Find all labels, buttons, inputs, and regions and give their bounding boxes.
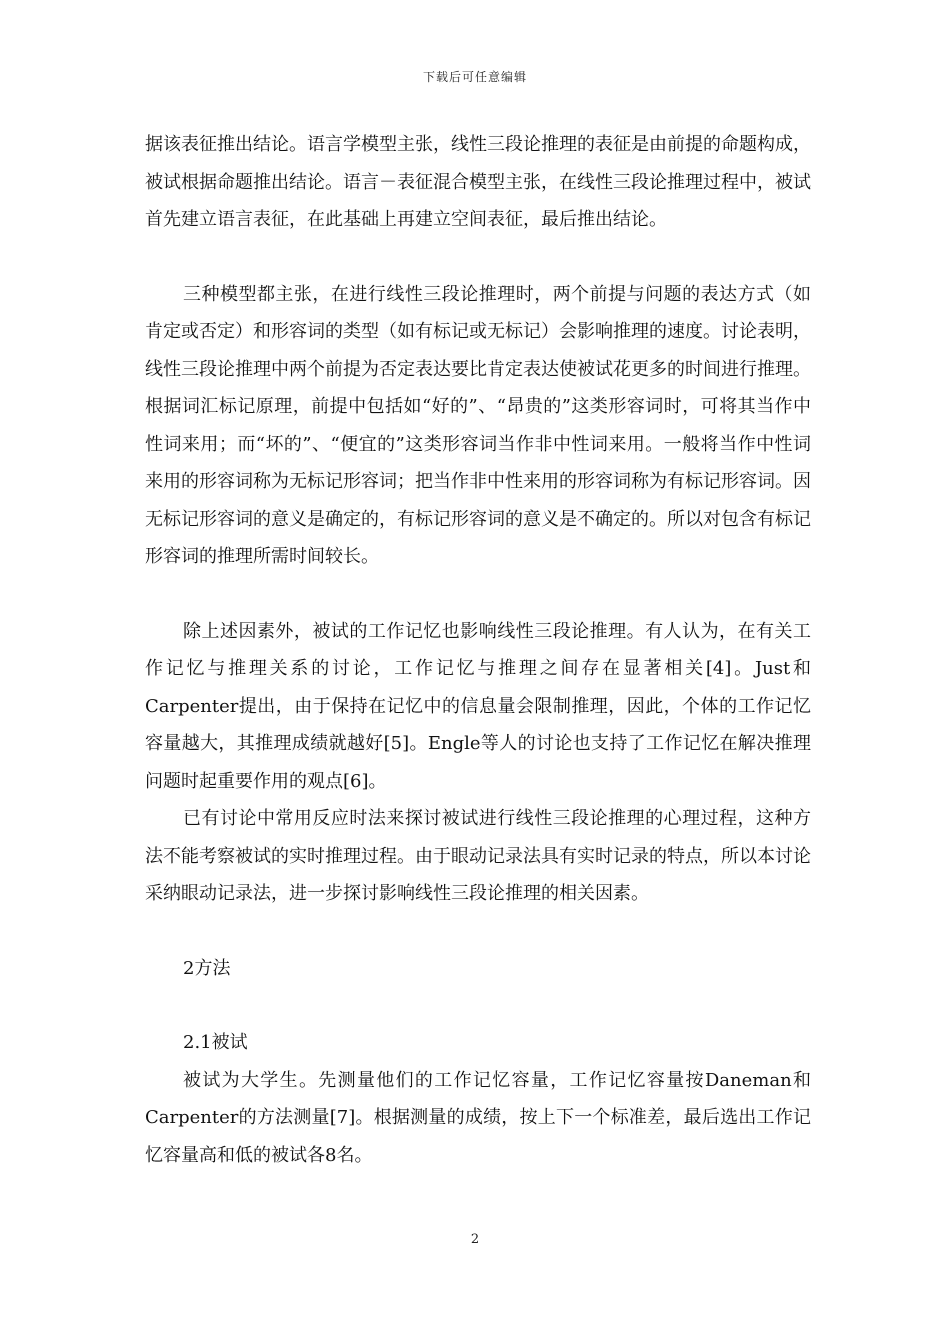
paragraph-2: 三种模型都主张，在进行线性三段论推理时，两个前提与问题的表达方式（如肯定或否定）和形容词的类型（如有标记或无标记）会影响推理的速度。讨论表明，线性三段论推理中两个前提为否定表达要比肯定表达使被试花更多的时间进行推理。根据词汇标记原理，前提中包括如“好的”、“昂贵的”这类形容词时，可将其当作中性词来用；而“坏的”、“便宜的”这类形容词当作非中性词来用。一般将当作中性词来用的形容词称为无标记形容词；把当作非中性来用的形容词称为有标记形容词。因无标记形容词的意义是确定的，有标记形容词的意义是不确定的。所以对包含有标记形容词的推理所需时间较长。	[145, 283, 811, 567]
subsection-heading-subjects: 2.1被试	[183, 1032, 248, 1053]
paragraph-1: 据该表征推出结论。语言学模型主张，线性三段论推理的表征是由前提的命题构成，被试根据命题推出结论。语言－表征混合模型主张，在线性三段论推理过程中，被试首先建立语言表征，在此基础上再建立空间表征，最后推出结论。	[145, 134, 811, 230]
page-header: 下载后可任意编辑	[422, 70, 527, 84]
document-body	[145, 126, 811, 1174]
page-number: 2	[470, 1232, 480, 1247]
paragraph-gap	[145, 576, 811, 613]
paragraph-5: 被试为大学生。先测量他们的工作记忆容量，工作记忆容量按Daneman和Carpenter的方法测量[7]。根据测量的成绩，按上下一个标准差，最后选出工作记忆容量高和低的被试各8名。	[145, 1069, 811, 1166]
section-heading-method: 2方法	[183, 957, 231, 979]
paragraph-gap	[145, 987, 811, 1024]
paragraph-gap	[145, 239, 811, 276]
paragraph-4: 已有讨论中常用反应时法来探讨被试进行线性三段论推理的心理过程，这种方法不能考察被试的实时推理过程。由于眼动记录法具有实时记录的特点，所以本讨论采纳眼动记录法，进一步探讨影响线性三段论推理的相关因素。	[145, 808, 811, 904]
paragraph-3: 除上述因素外，被试的工作记忆也影响线性三段论推理。有人认为，在有关工作记忆与推理关系的讨论，工作记忆与推理之间存在显著相关[4]。Just和Carpenter提出，由于保持在记忆中的信息量会限制推理，因此，个体的工作记忆容量越大，其推理成绩就越好[5]。Engle等人的讨论也支持了工作记忆在解决推理问题时起重要作用的观点[6]。	[145, 620, 811, 792]
paragraph-gap	[145, 913, 811, 950]
